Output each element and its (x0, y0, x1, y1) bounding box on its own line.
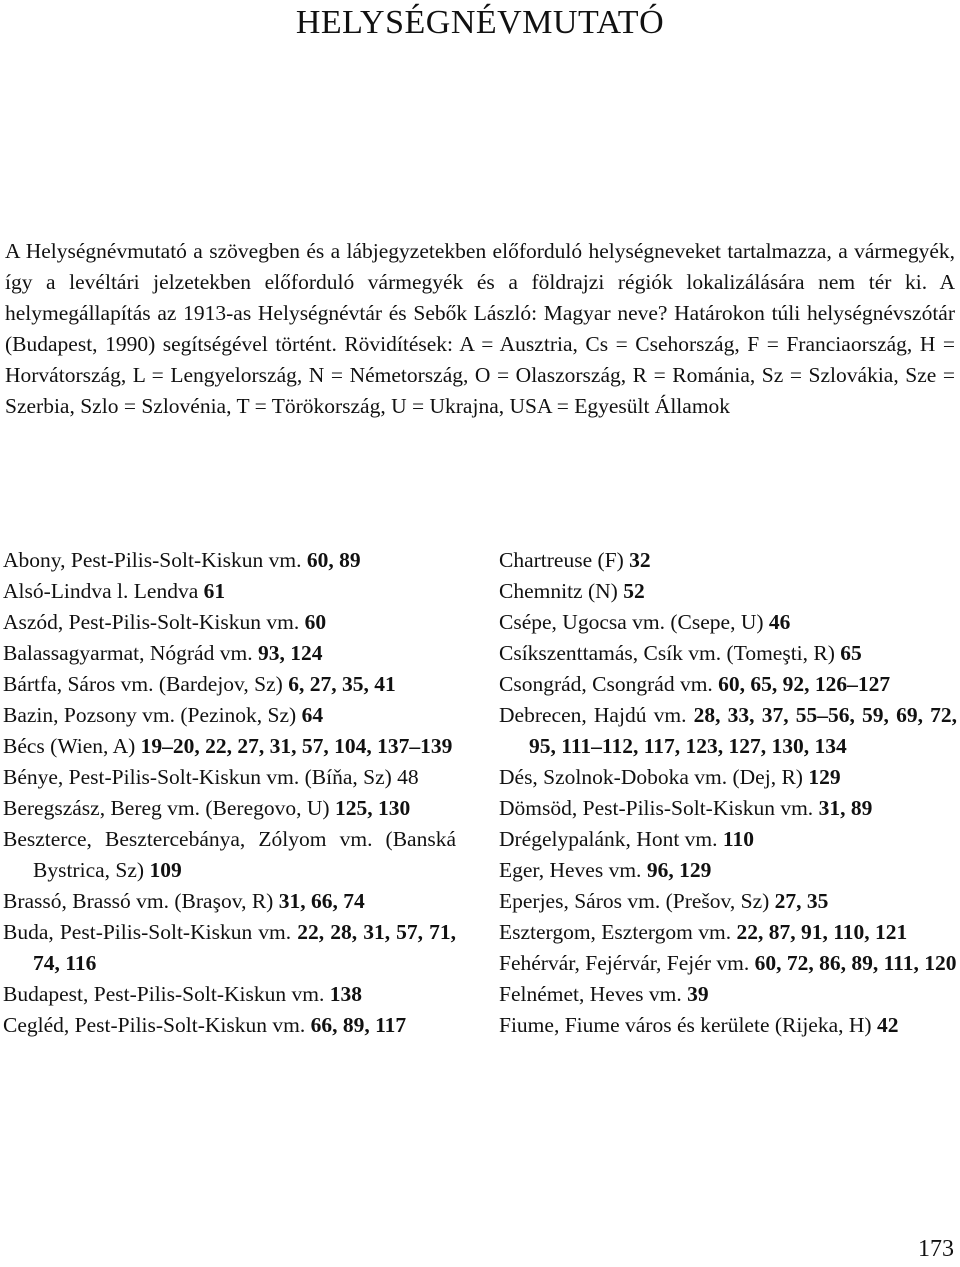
index-entry-place: Cegléd, Pest-Pilis-Solt-Kiskun vm. (3, 1013, 306, 1037)
index-entry-place: Csépe, Ugocsa vm. (Csepe, U) (499, 610, 764, 634)
index-entry-pages: 32 (629, 548, 651, 572)
page-title: HELYSÉGNÉVMUTATÓ (295, 4, 665, 41)
index-entry (3, 607, 456, 638)
index-entry-place: Abony, Pest-Pilis-Solt-Kiskun vm. (3, 548, 302, 572)
index-column-left (3, 545, 456, 1041)
index-entry (3, 576, 456, 607)
index-entry-place: Eger, Heves vm. (499, 858, 642, 882)
index-entry-pages: 6, 27, 35, 41 (288, 672, 396, 696)
index-entry-pages: 60, 89 (306, 548, 361, 572)
index-entry-pages: 22, 28, 31, 57, 71, 74, 116 (33, 920, 457, 975)
index-entry-place: Dés, Szolnok-Doboka vm. (Dej, R) (499, 765, 803, 789)
index-entry (499, 917, 957, 948)
index-entry-place: Balassagyarmat, Nógrád vm. (3, 641, 253, 665)
index-entry-pages: 22, 87, 91, 110, 121 (736, 920, 908, 944)
index-entry-place: Esztergom, Esztergom vm. (499, 920, 732, 944)
index-entry (3, 824, 456, 886)
index-entry-pages: 96, 129 (646, 858, 712, 882)
index-entry (3, 731, 456, 762)
index-entry-place: Dömsöd, Pest-Pilis-Solt-Kiskun vm. (499, 796, 814, 820)
index-entry-place: Bécs (Wien, A) (3, 734, 136, 758)
index-entry-place: Beregszász, Bereg vm. (Beregovo, U) (3, 796, 330, 820)
index-entry-pages: 60, 72, 86, 89, 111, 120 (754, 951, 957, 975)
index-entry-pages: 65 (840, 641, 862, 665)
index-entry (3, 545, 456, 576)
index-entry-place: Csíkszenttamás, Csík vm. (Tomeşti, R) (499, 641, 835, 665)
index-entry-pages: 110 (722, 827, 754, 851)
index-entry-place: Fiume, Fiume város és kerülete (Rijeka, H) (499, 1013, 872, 1037)
index-entry (499, 545, 957, 576)
index-entry-place: Chemnitz (N) (499, 579, 618, 603)
index-entry-place: Chartreuse (F) (499, 548, 624, 572)
index-entry-place: Beszterce, Besztercebánya, Zólyom vm. (Banská Bystrica, Sz) (3, 827, 456, 882)
index-entry-pages: 66, 89, 117 (310, 1013, 407, 1037)
index-entry-pages: 60, 65, 92, 126–127 (718, 672, 891, 696)
index-entry-place: Eperjes, Sáros vm. (Prešov, Sz) (499, 889, 770, 913)
index-entry-place: Debrecen, Hajdú vm. (499, 703, 687, 727)
index-entry (499, 1010, 957, 1041)
index-column-right (499, 545, 957, 1041)
index-entry (3, 762, 456, 793)
index-entry-place: Bártfa, Sáros vm. (Bardejov, Sz) (3, 672, 283, 696)
index-entry-pages: 28, 33, 37, 55–56, 59, 69, 72, 95, 111–112, 117, 123, 127, 130, 134 (529, 703, 958, 758)
index-entry (3, 669, 456, 700)
index-entry-place: Aszód, Pest-Pilis-Solt-Kiskun vm. (3, 610, 300, 634)
index-entry-pages: 93, 124 (257, 641, 323, 665)
index-entry (499, 886, 957, 917)
index-entry (499, 948, 957, 979)
index-entry-place: Buda, Pest-Pilis-Solt-Kiskun vm. (3, 920, 292, 944)
index-entry-place: Budapest, Pest-Pilis-Solt-Kiskun vm. (3, 982, 325, 1006)
index-entry (3, 917, 456, 979)
intro-paragraph: A Helységnévmutató a szövegben és a lábjegyzetekben előforduló helységneveket tartalmazza, a vármegyék, így a levéltári jelzetekben előforduló vármegyék és a földrajzi régiók lokalizálására nem tér ki. A helymegállapítás az 1913-as Helységnévtár és Sebők László: Magyar neve? Határokon túli helységnévszótár (Budapest, 1990) segítségével történt. Rövidítések: A = Ausztria, Cs = Csehország, F = Franciaország, H = Horvátország, L = Lengyelország, N = Németország, O = Olaszország, R = Románia, Sz = Szlovákia, Sze = Szerbia, Szlo = Szlovénia, T = Törökország, U = Ukrajna, USA = Egyesült Államok (5, 239, 955, 418)
index-entry-pages: 46 (768, 610, 791, 634)
index-entry (499, 855, 957, 886)
index-entry-pages: 42 (876, 1013, 899, 1037)
index-entry-pages: 129 (808, 765, 841, 789)
index-entry-pages: 60 (304, 610, 327, 634)
index-entry-pages: 39 (687, 982, 709, 1006)
index-entry-pages: 109 (149, 858, 182, 882)
index-entry-pages: 31, 66, 74 (278, 889, 365, 913)
index-entry (3, 700, 456, 731)
index-entry (3, 1010, 456, 1041)
index-entry-pages: 19–20, 22, 27, 31, 57, 104, 137–139 (140, 734, 453, 758)
index-entry (499, 607, 957, 638)
index-entry (499, 762, 957, 793)
index-entry-place: Bénye, Pest-Pilis-Solt-Kiskun vm. (Bíňa, Sz) 48 (3, 765, 419, 789)
index-entry-place: Fehérvár, Fejérvár, Fejér vm. (499, 951, 750, 975)
index-entry-pages: 61 (203, 579, 226, 603)
index-entry-pages: 27, 35 (774, 889, 829, 913)
index-entry-pages: 138 (329, 982, 362, 1006)
index-entry (3, 886, 456, 917)
index-entry (499, 669, 957, 700)
index-entry (499, 793, 957, 824)
index-entry-pages: 125, 130 (334, 796, 411, 820)
index-entry (499, 700, 957, 762)
index-entry (499, 638, 957, 669)
index-entry (499, 576, 957, 607)
index-entry-place: Bazin, Pozsony vm. (Pezinok, Sz) (3, 703, 297, 727)
index-entry-place: Alsó-Lindva l. Lendva (3, 579, 199, 603)
index-entry-place: Csongrád, Csongrád vm. (499, 672, 713, 696)
index-entry-pages: 31, 89 (818, 796, 873, 820)
index-entry-pages: 52 (623, 579, 645, 603)
index-entry-pages: 64 (301, 703, 324, 727)
index-entry (3, 979, 456, 1010)
index-entry-place: Drégelypalánk, Hont vm. (499, 827, 718, 851)
index-entry (3, 793, 456, 824)
page-number: 173 (918, 1236, 954, 1262)
index-entry (499, 979, 957, 1010)
index-entry-place: Brassó, Brassó vm. (Braşov, R) (3, 889, 274, 913)
index-entry (499, 824, 957, 855)
index-entry (3, 638, 456, 669)
index-entry-place: Felnémet, Heves vm. (499, 982, 682, 1006)
